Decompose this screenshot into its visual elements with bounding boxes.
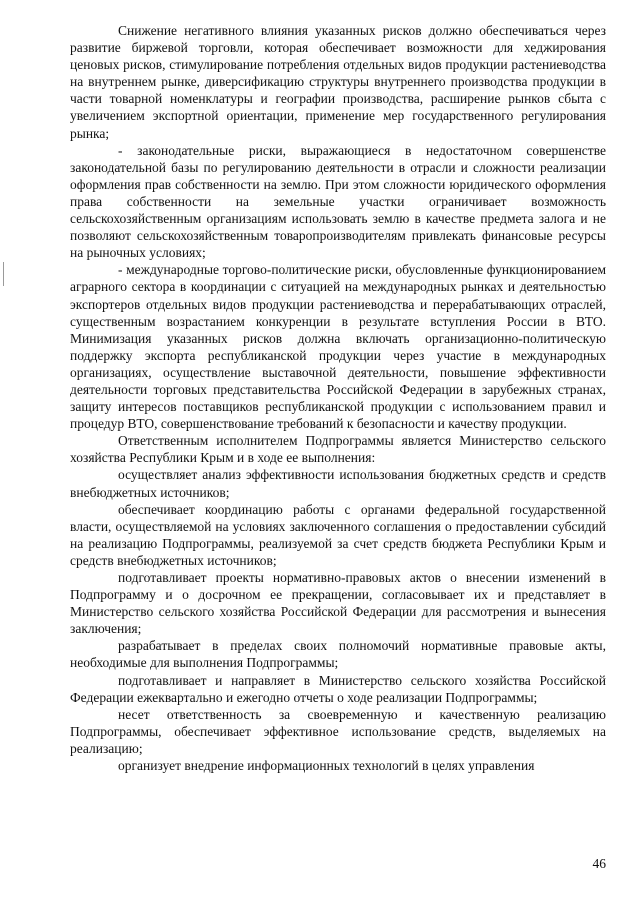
paragraph-responsible-executor: Ответственным исполнителем Подпрограммы является Министерство сельского хозяйства Республики Крым и в ходе ее выполнения: (70, 433, 606, 466)
paragraph-duty-analysis: осуществляет анализ эффективности использования бюджетных средств и средств внебюджетных источников; (70, 467, 606, 500)
paragraph-duty-coordination: обеспечивает координацию работы с органами федеральной государственной власти, осуществляемой на условиях заключенного соглашения о предоставлении субсидий на реализацию Подпрограммы, реализуемой за счет средств бюджета Республики Крым и средств внебюджетных источников; (70, 501, 606, 568)
paragraph-duty-it: организует внедрение информационных технологий в целях управления (118, 758, 535, 774)
page-number: 46 (592, 856, 606, 871)
paragraph-duty-develop-acts: разрабатывает в пределах своих полномочий нормативные правовые акты, необходимые для выполнения Подпрограммы; (70, 638, 606, 671)
paragraph-duty-reports: подготавливает и направляет в Министерство сельского хозяйства Российской Федерации ежеквартально и ежегодно отчеты о ходе реализации Подпрограммы; (70, 672, 606, 705)
paragraph-duty-responsibility: несет ответственность за своевременную и качественную реализацию Подпрограммы, обеспечивает эффективное использование средств, выделяемых на реализацию; (70, 706, 606, 756)
paragraph-risk-mitigation: Снижение негативного влияния указанных рисков должно обеспечиваться через развитие биржевой торговли, которая обеспечивает возможности для хеджирования ценовых рисков, стимулирование потребления отдельных видов продукции растениеводства на внутреннем рынке, диверсификацию структуры внутреннего производства продукции в части товарной номенклатуры и географии производства, расширение рынков сбыта с увеличением экспортной ориентации, применение мер государственного регулирования рынка; (70, 23, 606, 141)
paragraph-trade-political-risks: - международные торгово-политические риски, обусловленные функционированием аграрного сектора в координации с ситуацией на международных рынках и деятельностью экспортеров отдельных видов продукции растениеводства и перерабатывающих отраслей, существенным возрастанием конкуренции в результате вступления России в ВТО. Минимизация указанных рисков должна включать организационно-политическую поддержку экспорта республиканской продукции через участие в международных организациях, осуществление выставочной деятельности, повышение эффективности деятельности торговых представительства Российской Федерации в зарубежных странах, защиту интересов поставщиков республиканской продукции с использованием правил и процедур ВТО, совершенствование требований к безопасности и качеству продукции. (70, 262, 606, 432)
scan-margin-mark (3, 262, 4, 286)
paragraph-duty-draft-acts: подготавливает проекты нормативно-правовых актов о внесении изменений в Подпрограмму и о досрочном ее прекращении, согласовывает их и представляет в Министерство сельского хозяйства Российской Федерации для рассмотрения и вынесения заключения; (70, 570, 606, 637)
paragraph-legislative-risks: - законодательные риски, выражающиеся в недостаточном совершенстве законодательной базы по регулированию деятельности в отрасли и сложности реализации оформления прав собственности на землю. При этом сложности юридического оформления права собственности на земельные участки ограничивает возможность сельскохозяйственным организациям использовать землю в качестве предмета залога и не позволяют сельскохозяйственным товаропроизводителям привлекать финансовые ресурсы на рыночных условиях; (70, 142, 606, 261)
body-text (70, 22, 606, 774)
